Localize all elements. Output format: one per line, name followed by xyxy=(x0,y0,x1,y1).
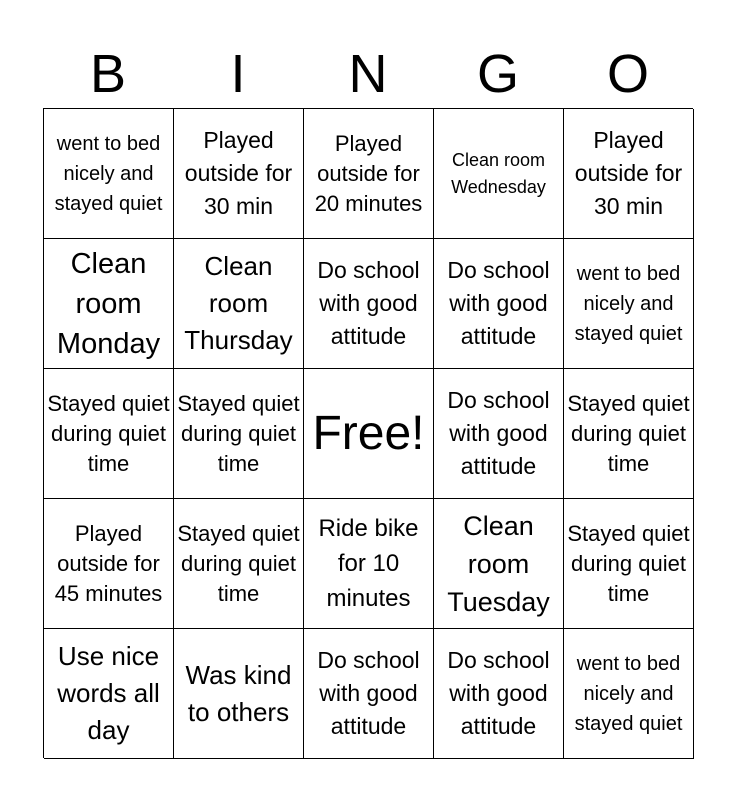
bingo-cell[interactable] xyxy=(44,629,174,759)
cell-text: Do school with good attitude xyxy=(447,257,550,349)
cell-text: Played outside for 45 minutes xyxy=(54,520,163,606)
cell-text: Played outside for 30 min xyxy=(184,127,293,219)
bingo-cell[interactable] xyxy=(434,369,564,499)
bingo-cell[interactable] xyxy=(434,109,564,239)
bingo-cell[interactable] xyxy=(44,499,174,629)
cell-text: Ride bike for 10 minutes xyxy=(318,515,419,612)
free-space-text: Free! xyxy=(312,406,425,460)
bingo-cell[interactable] xyxy=(44,239,174,369)
bingo-cell[interactable] xyxy=(174,499,304,629)
cell-text: Stayed quiet during quiet time xyxy=(47,390,170,476)
bingo-cell[interactable] xyxy=(174,369,304,499)
bingo-cell[interactable] xyxy=(304,239,434,369)
cell-text: Do school with good attitude xyxy=(317,257,420,349)
cell-text: Do school with good attitude xyxy=(447,387,550,479)
cell-text: went to bed nicely and stayed quiet xyxy=(574,652,683,735)
bingo-cell[interactable] xyxy=(304,629,434,759)
cell-text: Stayed quiet during quiet time xyxy=(567,520,690,606)
cell-text: Clean room Monday xyxy=(56,247,161,360)
bingo-cell[interactable] xyxy=(434,629,564,759)
cell-text: Was kind to others xyxy=(185,659,292,727)
cell-text: Clean room Tuesday xyxy=(447,510,550,617)
free-space-cell[interactable] xyxy=(304,369,434,499)
bingo-cell[interactable] xyxy=(564,499,694,629)
cell-text: Clean room Wednesday xyxy=(451,149,546,197)
cell-text: Use nice words all day xyxy=(57,641,160,745)
bingo-header xyxy=(43,40,693,108)
cell-text: Stayed quiet during quiet time xyxy=(177,520,300,606)
bingo-cell[interactable] xyxy=(44,109,174,239)
header-letter-i: I xyxy=(230,44,246,104)
bingo-board xyxy=(43,108,693,758)
bingo-cell[interactable] xyxy=(434,239,564,369)
cell-text: Stayed quiet during quiet time xyxy=(177,390,300,476)
bingo-cell[interactable] xyxy=(304,499,434,629)
bingo-cell[interactable] xyxy=(174,109,304,239)
bingo-cell[interactable] xyxy=(174,629,304,759)
cell-text: Clean room Thursday xyxy=(184,251,293,355)
header-letter-g: G xyxy=(476,44,519,104)
bingo-cell[interactable] xyxy=(564,629,694,759)
bingo-cell[interactable] xyxy=(174,239,304,369)
bingo-cell[interactable] xyxy=(304,109,434,239)
header-letter-b: B xyxy=(89,44,127,104)
bingo-cell[interactable] xyxy=(564,109,694,239)
cell-text: Do school with good attitude xyxy=(447,647,550,739)
bingo-cell[interactable] xyxy=(434,499,564,629)
cell-text: went to bed nicely and stayed quiet xyxy=(54,132,163,215)
cell-text: Do school with good attitude xyxy=(317,647,420,739)
cell-text: Played outside for 20 minutes xyxy=(314,130,423,216)
header-letter-n: N xyxy=(348,44,388,104)
bingo-cell[interactable] xyxy=(564,369,694,499)
header-letter-o: O xyxy=(606,44,649,104)
cell-text: went to bed nicely and stayed quiet xyxy=(574,262,683,345)
bingo-cell[interactable] xyxy=(564,239,694,369)
cell-text: Stayed quiet during quiet time xyxy=(567,390,690,476)
cell-text: Played outside for 30 min xyxy=(574,127,683,219)
bingo-cell[interactable] xyxy=(44,369,174,499)
